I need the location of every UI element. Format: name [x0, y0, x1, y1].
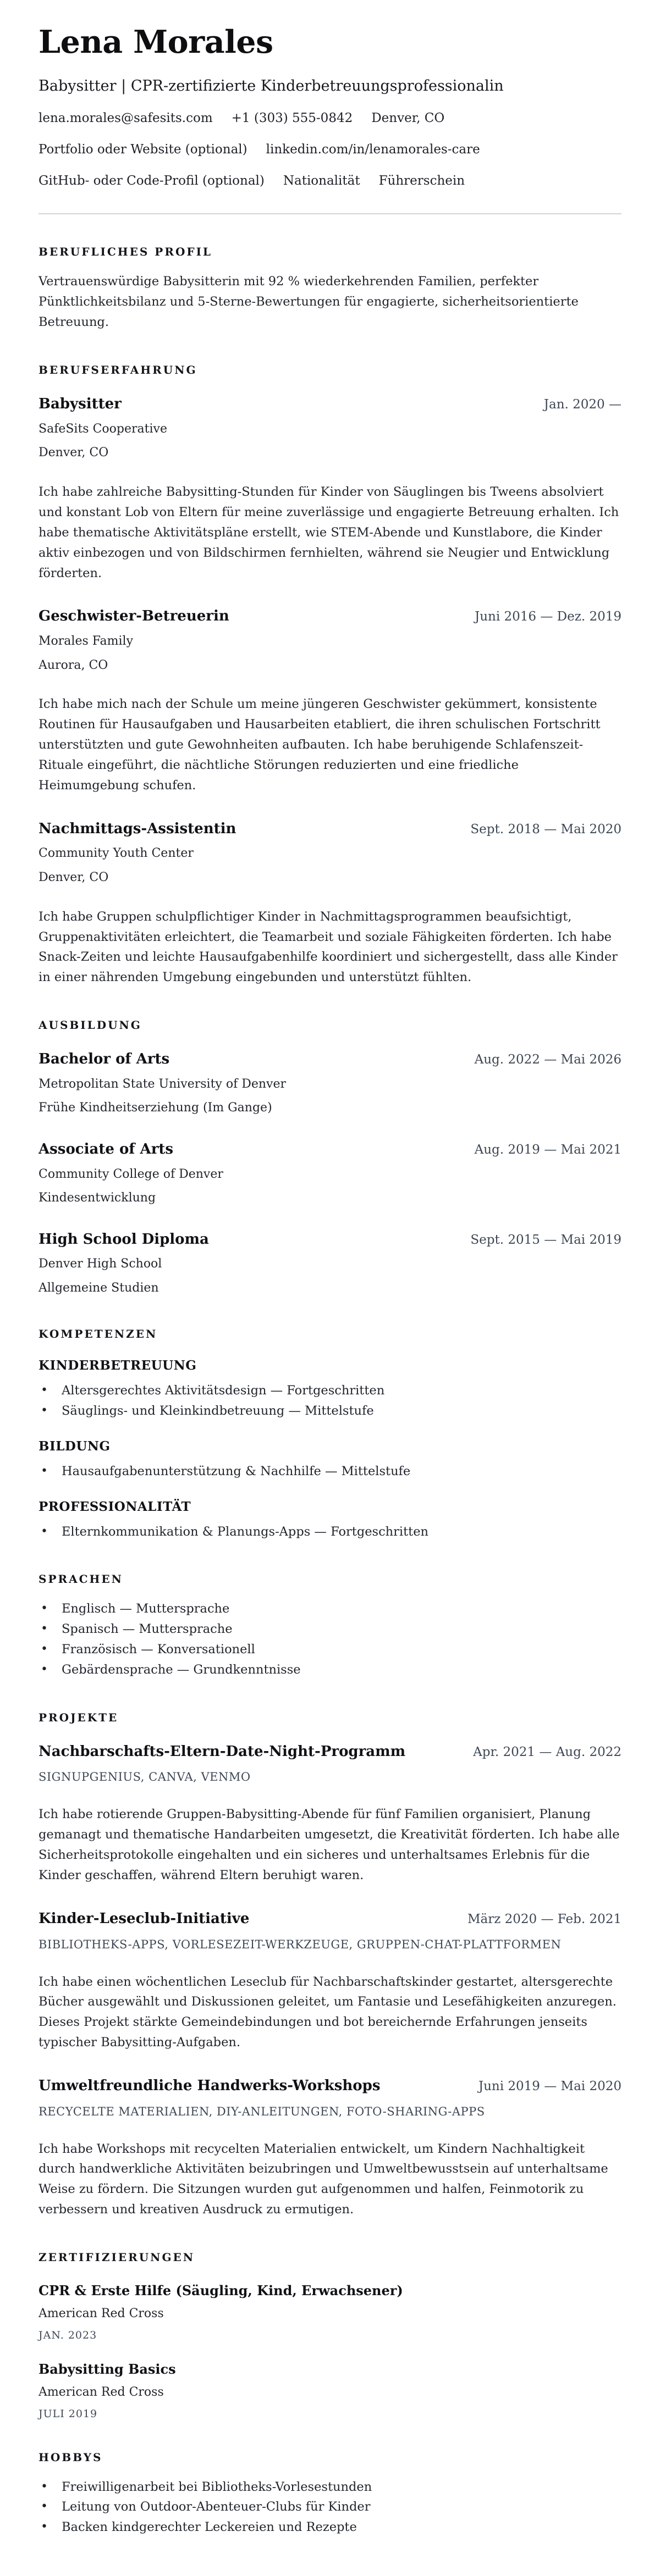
education-entry-head [38, 1140, 622, 1159]
skill-list [38, 1522, 622, 1542]
header-divider [38, 213, 622, 214]
skill-list [38, 1381, 622, 1421]
education-entry-head [38, 1050, 622, 1068]
skill-group-name: PROFESSIONALITÄT [38, 1499, 191, 1514]
candidate-headline: Babysitter | CPR-zertifizierte Kinderbetreuungsprofessionalin [38, 77, 504, 95]
degree-title: Associate of Arts [38, 1141, 174, 1158]
section-profile [38, 245, 622, 333]
resume-header [38, 25, 622, 214]
job-entry [38, 395, 622, 583]
certification-issuer: American Red Cross [38, 2307, 164, 2321]
job-company: Community Youth Center [38, 846, 194, 861]
job-location: Aurora, CO [38, 658, 108, 672]
project-entry [38, 1743, 622, 1886]
project-entry-head [38, 1743, 622, 1761]
job-company: Morales Family [38, 634, 133, 648]
certification-issuer: American Red Cross [38, 2385, 164, 2399]
candidate-name: Lena Morales [38, 24, 273, 60]
projects-heading: PROJEKTE [38, 1710, 119, 1724]
project-entry [38, 2077, 622, 2220]
certifications-heading: ZERTIFIZIERUNGEN [38, 2251, 195, 2264]
job-title: Geschwister-Betreuerin [38, 608, 229, 625]
contact-location: Denver, CO [371, 110, 445, 125]
contact-row-3 [38, 173, 622, 190]
education-entry [38, 1231, 622, 1297]
section-projects [38, 1711, 622, 2220]
language-item: • Spanisch — Muttersprache [38, 1619, 622, 1639]
experience-heading: BERUFSERFAHRUNG [38, 363, 197, 377]
degree-dates: Aug. 2019 — Mai 2021 [474, 1143, 622, 1157]
contact-row-1 [38, 110, 622, 127]
degree-dates: Aug. 2022 — Mai 2026 [474, 1052, 622, 1067]
education-entry [38, 1050, 622, 1116]
project-entry [38, 1910, 622, 2053]
degree-field: Kindesentwicklung [38, 1191, 156, 1205]
job-dates: Juni 2016 — Dez. 2019 [475, 610, 622, 624]
project-description: Ich habe Workshops mit recycelten Materialien entwickelt, um Kindern Nachhaltigkeit durch handwerkliche Aktivitäten beizubringen und Umweltbewusstsein auf unterhaltsame Weise zu fördern. Die Sitzungen wurden gut aufgenommen und halfen, Feinmotorik zu verbessern und kreativen Ausdruck zu ermutigen. [38, 2141, 608, 2217]
job-dates: Sept. 2018 — Mai 2020 [470, 822, 622, 836]
project-tools: RECYCELTE MATERIALIEN, DIY-ANLEITUNGEN, FOTO-SHARING-APPS [38, 2104, 485, 2118]
job-entry-head [38, 607, 622, 625]
skill-group [38, 1439, 622, 1482]
job-title: Babysitter [38, 396, 122, 413]
skills-heading: KOMPETENZEN [38, 1327, 158, 1340]
hobby-item: • Freiwilligenarbeit bei Bibliotheks-Vorlesestunden [38, 2477, 622, 2497]
job-company: SafeSits Cooperative [38, 422, 167, 436]
skill-item: • Hausaufgabenunterstützung & Nachhilfe — Mittelstufe [38, 1461, 622, 1482]
project-tools: SIGNUPGENIUS, CANVA, VENMO [38, 1770, 251, 1784]
project-tools: BIBLIOTHEKS-APPS, VORLESEZEIT-WERKZEUGE, GRUPPEN-CHAT-PLATTFORMEN [38, 1937, 562, 1951]
contact-github-placeholder: GitHub- oder Code-Profil (optional) [38, 173, 265, 188]
skill-group [38, 1358, 622, 1421]
project-title: Umweltfreundliche Handwerks-Workshops [38, 2078, 381, 2095]
skill-item: • Elternkommunikation & Planungs-Apps — Fortgeschritten [38, 1522, 622, 1542]
certification-entry [38, 2283, 622, 2341]
project-title: Nachbarschafts-Eltern-Date-Night-Programm [38, 1743, 406, 1760]
certification-date: JULI 2019 [38, 2407, 98, 2420]
degree-dates: Sept. 2015 — Mai 2019 [470, 1232, 622, 1247]
job-title: Nachmittags-Assistentin [38, 820, 237, 837]
skill-group-name: BILDUNG [38, 1438, 111, 1454]
contact-nationality: Nationalität [283, 173, 360, 188]
project-dates: März 2020 — Feb. 2021 [467, 1912, 622, 1927]
certification-entry [38, 2361, 622, 2420]
skill-item: • Säuglings- und Kleinkindbetreuung — Mittelstufe [38, 1401, 622, 1421]
profile-text: Vertrauenswürdige Babysitterin mit 92 % wiederkehrenden Familien, perfekter Pünktlichkeitsbilanz und 5-Sterne-Bewertungen für engagierte, sicherheitsorientierte Betreuung. [38, 274, 579, 330]
language-list [38, 1599, 622, 1680]
section-certifications [38, 2251, 622, 2419]
project-description: Ich habe rotierende Gruppen-Babysitting-Abende für fünf Familien organisiert, Planung gemanagt und thematische Handarbeiten umgesetzt, die Kreativität förderten. Ich habe alle Sicherheitsprotokolle eingehalten und ein sicheres und unterhaltsames Erlebnis für die Kinder geschaffen, während Eltern beruhigt waren. [38, 1807, 620, 1883]
skill-group-name: KINDERBETREUUNG [38, 1358, 197, 1373]
hobbies-heading: HOBBYS [38, 2450, 103, 2464]
project-entry-head [38, 1910, 622, 1928]
contact-portfolio-placeholder: Portfolio oder Website (optional) [38, 142, 248, 157]
project-description: Ich habe einen wöchentlichen Leseclub für Nachbarschaftskinder gestartet, altersgerechte Bücher ausgewählt und Diskussionen geleitet, um Fantasie und Lesefähigkeiten anzuregen. Dieses Projekt stärkte Gemeindebindungen und bot bereichernde Erfahrungen jenseits typischer Babysitting-Aufgaben. [38, 1974, 617, 2050]
degree-title: High School Diploma [38, 1231, 209, 1248]
project-entry-head [38, 2077, 622, 2095]
job-entry [38, 820, 622, 988]
job-entry [38, 607, 622, 795]
language-item: • Englisch — Muttersprache [38, 1599, 622, 1619]
skill-group [38, 1499, 622, 1542]
contact-email: lena.morales@safesits.com [38, 110, 213, 125]
language-item: • Gebärdensprache — Grundkenntnisse [38, 1660, 622, 1680]
hobby-item: • Leitung von Outdoor-Abenteuer-Clubs für Kinder [38, 2497, 622, 2517]
degree-title: Bachelor of Arts [38, 1051, 170, 1068]
contact-linkedin: linkedin.com/in/lenamorales-care [266, 142, 480, 157]
certification-date: JAN. 2023 [38, 2329, 97, 2341]
job-description: Ich habe zahlreiche Babysitting-Stunden für Kinder von Säuglingen bis Tweens absolviert und konstant Lob von Eltern für meine zuverlässige und engagierte Betreuung erhalten. Ich habe thematische Aktivitätspläne erstellt, wie STEM-Abende und Kunstlabore, die Kinder aktiv einbezogen und von Bildschirmen fernhielten, während sie Neugier und Entwicklung förderten. [38, 485, 619, 580]
section-skills [38, 1327, 622, 1542]
project-dates: Juni 2019 — Mai 2020 [478, 2079, 622, 2094]
section-hobbies [38, 2451, 622, 2538]
project-dates: Apr. 2021 — Aug. 2022 [473, 1744, 622, 1759]
job-location: Denver, CO [38, 870, 109, 884]
section-education [38, 1018, 622, 1297]
job-description: Ich habe Gruppen schulpflichtiger Kinder in Nachmittagsprogrammen beaufsichtigt, Gruppenaktivitäten erleichtert, die Teamarbeit und soziale Fähigkeiten förderten. Ich habe Snack-Zeiten und leichte Hausaufgabenhilfe koordiniert und sichergestellt, dass alle Kinder in einer nährenden Umgebung eingebunden und unterstützt fühlten. [38, 909, 618, 985]
contact-license: Führerschein [378, 173, 465, 188]
job-entry-head [38, 820, 622, 838]
skill-list [38, 1461, 622, 1482]
language-item: • Französisch — Konversationell [38, 1639, 622, 1660]
contact-phone: +1 (303) 555-0842 [231, 110, 353, 125]
section-languages [38, 1572, 622, 1680]
profile-heading: BERUFLICHES PROFIL [38, 245, 212, 259]
degree-school: Community College of Denver [38, 1167, 223, 1181]
skill-item: • Altersgerechtes Aktivitätsdesign — Fortgeschritten [38, 1381, 622, 1401]
job-entry-head [38, 395, 622, 413]
languages-heading: SPRACHEN [38, 1572, 123, 1586]
education-entry-head [38, 1231, 622, 1249]
contact-row-2 [38, 142, 622, 158]
section-experience [38, 363, 622, 988]
degree-school: Denver High School [38, 1257, 162, 1271]
job-description: Ich habe mich nach der Schule um meine jüngeren Geschwister gekümmert, konsistente Routinen für Hausaufgaben und Hausarbeiten etabliert, die ihren schulischen Fortschritt unterstützten und gute Gewohnheiten aufbauten. Ich habe beruhigende Schlafenszeit-Rituale eingeführt, die nächtliche Störungen reduzierten und eine friedliche Heimumgebung schufen. [38, 697, 601, 793]
certification-title: Babysitting Basics [38, 2361, 176, 2377]
job-location: Denver, CO [38, 446, 109, 460]
degree-field: Frühe Kindheitserziehung (Im Gange) [38, 1101, 272, 1115]
education-heading: AUSBILDUNG [38, 1018, 142, 1032]
hobby-item: • Backen kindgerechter Leckereien und Rezepte [38, 2517, 622, 2538]
hobby-list [38, 2477, 622, 2538]
certification-title: CPR & Erste Hilfe (Säugling, Kind, Erwachsener) [38, 2283, 403, 2299]
job-dates: Jan. 2020 — [543, 397, 622, 412]
degree-field: Allgemeine Studien [38, 1281, 159, 1295]
project-title: Kinder-Leseclub-Initiative [38, 1910, 250, 1927]
degree-school: Metropolitan State University of Denver [38, 1077, 287, 1091]
education-entry [38, 1140, 622, 1206]
